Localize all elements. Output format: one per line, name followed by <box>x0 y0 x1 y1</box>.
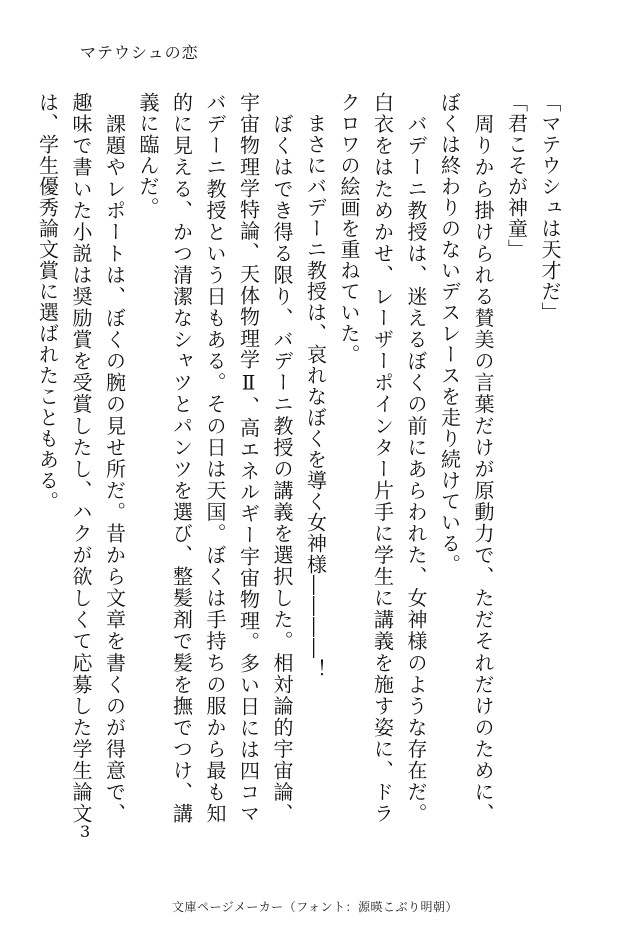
running-title: マテウシュの恋 <box>80 43 199 62</box>
paragraph: 周りから掛けられる賛美の言葉だけが原動力で、ただそれだけのために、ぼくは終わりのないデスレースを走り続けている。 <box>437 92 495 824</box>
page-number: 3 <box>80 822 91 841</box>
paragraph: ぼくはでき得る限り、バデーニ教授の講義を選択した。相対論的宇宙論、宇宙物理学特論、天体物理学Ⅱ、高エネルギー宇宙物理。多い日には四コマバデーニ教授という日もある。その日は天国。ぼくは手持ちの服から最も知的に見える、かつ清潔なシャツとパンツを選び、整髪剤で髪を撫でつけ、講義に臨んだ。 <box>136 92 294 825</box>
footer-credit: 文庫ページメーカー（フォント：源暎こぶり明朝） <box>171 900 459 914</box>
paragraph: 課題やレポートは、ぼくの腕の見せ所だ。昔から文章を書くのが得意で、趣味で書いた小説は奨励賞を受賞したし、ハクが欲しくて応募した学生論文は、学生優秀論文賞に選ばれたこともある。 <box>35 92 127 824</box>
body-text <box>35 92 566 825</box>
paragraph: まさにバデーニ教授は、哀れなぼくを導く女神様――――！ <box>303 92 328 680</box>
paragraph: 「君こそが神童」 <box>504 92 529 260</box>
paragraph: 「マテウシュは天才だ」 <box>538 92 562 323</box>
paragraph: バデーニ教授は、迷えるぼくの前にあらわれた、女神様のような存在だ。白衣をはためかせ、レーザーポインター片手に学生に講義を施す姿に、ドラクロワの絵画を重ねていた。 <box>337 92 428 824</box>
